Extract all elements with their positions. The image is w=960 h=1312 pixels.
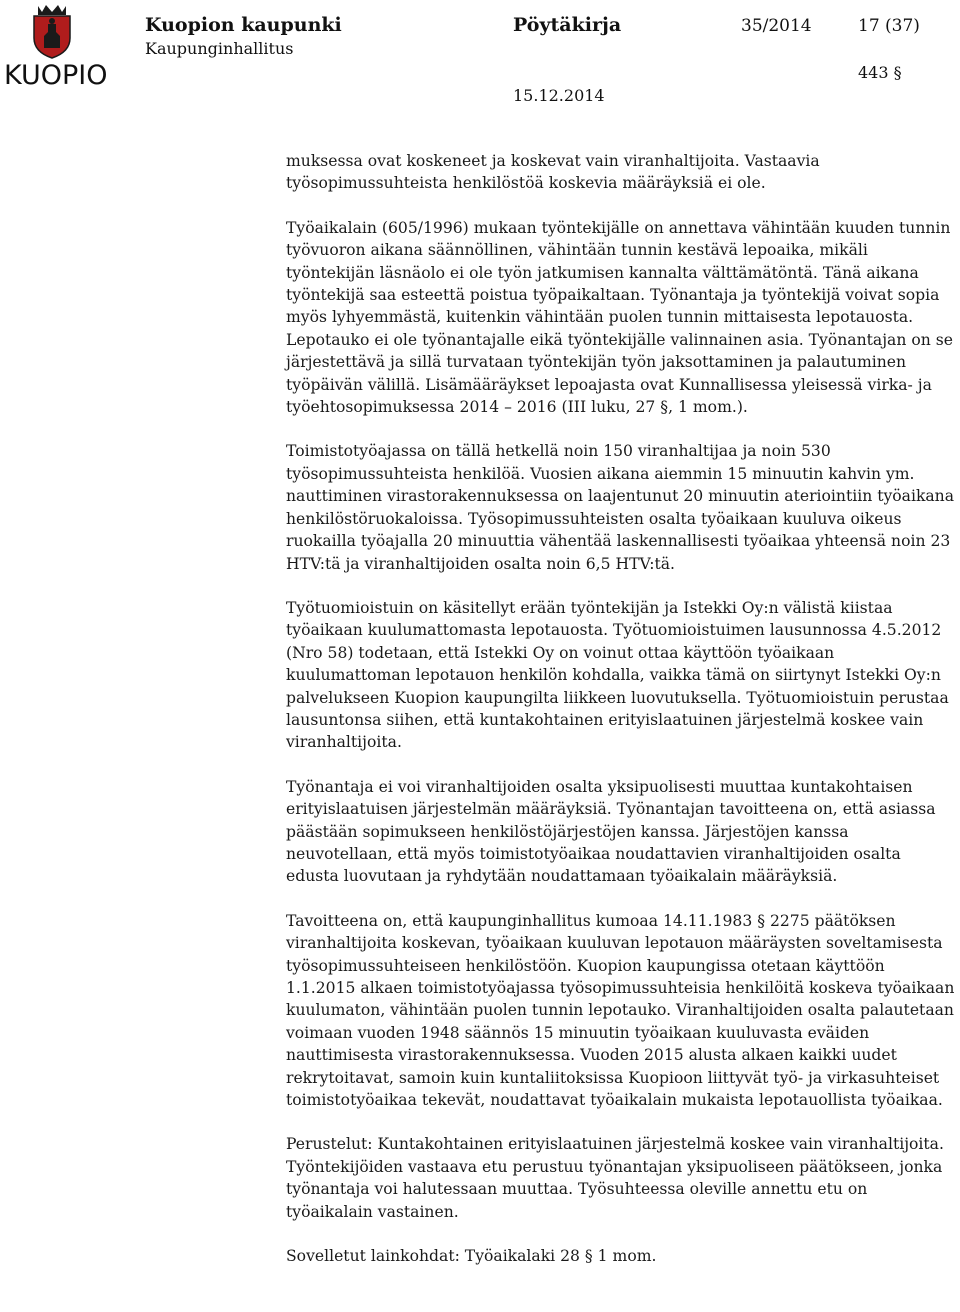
section-number: 443 § [858,63,902,82]
paragraph-1: muksessa ovat koskeneet ja koskevat vain viranhaltijoita. Vastaavia työsopimussuhteista henkilöstöä koskevia määräyksiä ei ole. [286,152,820,193]
document-number: 35/2014 [741,16,812,36]
paragraph-2: Työaikalain (605/1996) mukaan työntekijälle on annettava vähintään kuuden tunnin työvuoron aikana säännöllinen, vähintään tunnin kestävä lepoaika, mikäli työntekijän läsnäolo ei ole työn jatkumisen kannalta välttämätöntä. Tänä aikana työntekijä saa esteettä poistua työpaikaltaan. Työnantaja ja työntekijä voivat sopia myös lyhyemmästä, kuitenkin vähintään puolen tunnin mittaisesta lepotauosta. Lepotauko ei ole työnantajalle eikä työntekijälle valinnainen asia. Työnantajan on se järjestettävä ja sillä turvataan työntekijän työn jaksottaminen ja palautuminen työpäivän välillä. Lisämääräykset lepoajasta ovat Kunnallisessa yleisessä virka- ja työehtosopimuksessa 2014 – 2016 (III luku, 27 §, 1 mom.). [286,218,953,417]
unit-name: Kaupunginhallitus [145,39,294,58]
kuopio-logo [4,2,108,94]
document-body [286,150,958,1289]
organization-name: Kuopion kaupunki [145,14,342,36]
paragraph-5: Työnantaja ei voi viranhaltijoiden osalta yksipuolisesti muuttaa kuntakohtaisen erityislaatuisen järjestelmän määräyksiä. Työnantajan tavoitteena on, että asiassa päästään sopimukseen henkilöstöjärjestöjen kanssa. Järjestöjen kanssa neuvotellaan, että myös toimistotyöaikaa noudattavien viranhaltijoiden osalta edusta luovutaan ja ryhdytään noudattamaan työaikalain määräyksiä. [286,777,936,886]
document-type: Pöytäkirja [513,14,622,36]
paragraph-4: Työtuomioistuin on käsitellyt erään työntekijän ja Istekki Oy:n välistä kiistaa työaikaan kuulumattomasta lepotauosta. Työtuomioistuimen lausunnossa 4.5.2012 (Nro 58) todetaan, että Istekki Oy on voinut ottaa käyttöön työaikaan kuulumattoman lepotauon henkilön kohdalla, vaikka tämä on siirtynyt Istekki Oy:n palvelukseen Kuopion kaupungilta liikkeen luovutuksella. Työtuomioistuin perustaa lausuntonsa siihen, että kuntakohtainen erityislaatuinen järjestelmä koskee vain viranhaltijoita. [286,598,949,752]
paragraph-3: Toimistotyöajassa on tällä hetkellä noin 150 viranhaltijaa ja noin 530 työsopimussuhteista henkilöä. Vuosien aikana aiemmin 15 minuutin kahvin ym. nauttiminen virastorakennuksessa on laajentunut 20 minuutin ateriointiin työaikana henkilöstöruokaloissa. Työsopimussuhteisten osalta työaikaan kuuluva oikeus ruokailla työajalla 20 minuuttia vähentää laskennallisesti työaikaa yhteensä noin 23 HTV:tä ja viranhaltijoiden osalta noin 6,5 HTV:tä. [286,442,955,573]
paragraph-6: Tavoitteena on, että kaupunginhallitus kumoaa 14.11.1983 § 2275 päätöksen viranhaltijoita koskevan, työaikaan kuuluvan lepotauon määräysten soveltamisesta työsopimussuhteiseen henkilöstöön. Kuopion kaupungissa otetaan käyttöön 1.1.2015 alkaen toimistotyöajassa työsopimussuhteisia henkilöitä koskeva työaikaan kuulumaton, vähintään puolen tunnin lepotauko. Viranhaltijoiden osalta palautetaan voimaan vuoden 1948 säännös 15 minuutin työaikaan kuuluvasta eväiden nauttimisesta virastorakennuksessa. Vuoden 2015 alusta alkaen kaikki uudet rekrytoitavat, samoin kuin kuntaliitoksissa Kuopioon liittyvät työ- ja virkasuhteiset toimistotyöaikaa tekevät, noudattavat työaikalain mukaista lepotauollista työaikaa. [286,911,955,1110]
kuopio-crest-icon [4,2,100,60]
logo-wordmark: KUOPIO [4,60,108,91]
meeting-date: 15.12.2014 [513,86,605,105]
paragraph-7: Perustelut: Kuntakohtainen erityislaatuinen järjestelmä koskee vain viranhaltijoita. Työntekijöiden vastaava etu perustuu työnantajan yksipuoliseen päätökseen, jonka työnantaja voi halutessaan muuttaa. Työsuhteessa oleville annettu etu on työaikalain vastainen. [286,1135,944,1221]
page-count: 17 (37) [858,16,920,36]
paragraph-8: Sovelletut lainkohdat: Työaikalaki 28 § 1 mom. [286,1247,657,1266]
